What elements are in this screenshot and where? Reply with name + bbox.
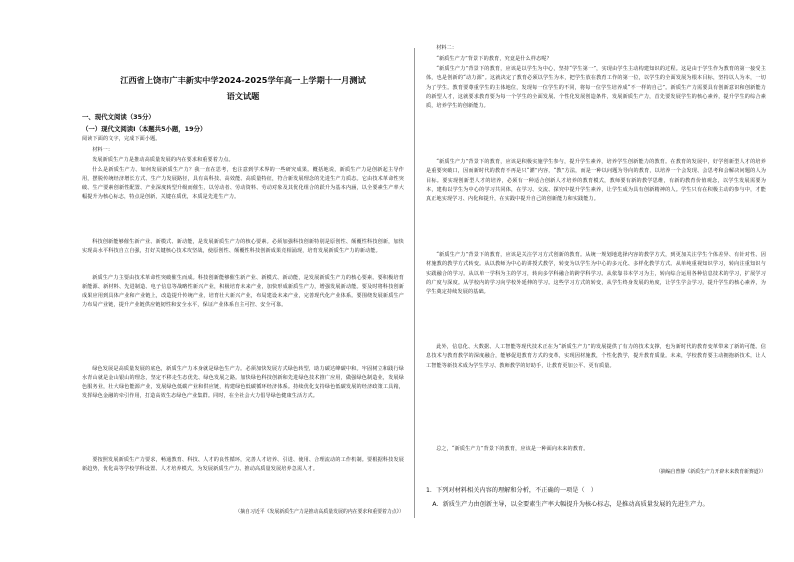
source-citation: （摘自习近平《发展新质生产力是推动高质量发展的内在要求和重要着力点》） [235, 509, 404, 515]
paragraph: 要按照发展新质生产力要求，畅通教育、科技、人才的良性循环，完善人才培养、引进、使用、合理流动的工作机制。要根据科技发展新趋势，优化高等学校学科设置、人才培养模式，为发展新质生产力、推动高质量发展培养急需人才。 [82, 457, 404, 473]
subsection-heading: （一）现代文阅读Ⅰ（本题共5小题，19分） [82, 125, 207, 133]
exam-subtitle: 语文试题 [226, 91, 260, 101]
paragraph: 科技创新能够催生新产业、新模式、新动能，是发展新质生产力的核心要素。必须加强科技创新特别是原创性、颠覆性科技创新，加快实现高水平科技自立自强，打好关键核心技术攻坚战，使原创性、颠覆性科技创新成果竞相涌现，培育发展新质生产力的新动能。 [82, 239, 404, 255]
paragraph: 绿色发展是高质量发展的底色，新质生产力本身就是绿色生产力。必须加快发展方式绿色转型，助力碳达峰碳中和。牢固树立和践行绿水青山就是金山银山的理念，坚定不移走生态优先、绿色发展之路。加快绿色科技创新和先进绿色技术推广应用，做强绿色制造业，发展绿色服务业，壮大绿色能源产业，发展绿色低碳产业和供应链，构建绿色低碳循环经济体系。持续优化支持绿色低碳发展的经济政策工具箱，发挥绿色金融的牵引作用，打造高效生态绿色产业集群。同时，在全社会大力倡导绿色健康生活方式。 [82, 366, 404, 400]
exam-title: 江西省上饶市广丰新实中学2024-2025学年高一上学期十一月测试 [120, 75, 366, 85]
paragraph: “新质生产力”背景下的教育，究竟是什么样态呢？ [436, 56, 552, 62]
section-heading: 一、现代文阅读（35分） [82, 113, 155, 121]
column-divider [414, 48, 415, 518]
paragraph: “新质生产力”背景下的教育，应该是关注学习方式创新的教育。从统一规划地选择内容的教学方式，到更加关注学生个体差异、有针对性、因材施教的教学方式转变。从以教师为中心的讲授式教学，转变为以学生为中心的多元化、多样化教学方式。从单纯重视知识学习，转向注重知识与实践融合的学习。从以单一学科为主的学习，转向多学科融合的跨学科学习。从依靠书本学习为主，转向综合运用各种信息技术的学习，扩展学习的广度与深度。从学校内的学习向学校外延伸的学习。这些学习方式的转变，从学生终身发展的角度，让学生学会学习，提升学生的核心素养，为学生奠定持续发展的基础。 [426, 252, 766, 296]
instruction: 阅读下面的文字，完成下面小题。 [82, 136, 161, 142]
paragraph: “新质生产力”背景下的教育，应该是以学生为中心，坚持“学生第一”，实现由学生主动构建知识的过程。这是由于学生作为教育的第一接受主体，也是创新的“动力源”。这就决定了教育必须以学生为本，把学生放在教育工作的第一位，以学生的全面发展为根本目标，坚持以人为本，一切为了学生。教育要尊重学生的主体地位，发现每一位学生的不同，将每一位学生培养成“不一样的自己”。新质生产力需要具有创新意识和创新能力的新型人才，这就要求教育要为每一个学生的全面发展、个性化发展创造条件，发展新质生产力，首先要发展学生的核心素养，提升学生的综合素质，培养学生的创新能力。 [426, 66, 766, 110]
paragraph: “新质生产力”背景下的教育，应该是积极实施学生参与，提升学生素养，培养学生创新能力的教育。在教育的发展中，好学创新型人才的培养是重要突破口，因而新时代的教育不再是只“灌”内容，“教”方法，而是一种以问题为导向的教育，以培养一个会发现、会思考和会解决问题的人为目标。要实现创新型人才的培养，必须有一种适合创新人才培养的教育模式，教师要有新的教学思维，有新的教育价值观念，以学生发展需要为本，建构以学生为中心的学习共同体，在学习、交流、探究中提升学生素养，让学生成为具有创新精神的人。学生只有在积极主动的参与中，才能真正地实现学习、内化和提升，在实践中提升自己的创新能力和实践能力。 [426, 159, 766, 203]
question-stem: 1．下列对材料相关内容的理解和分析，不正确的一项是（ ） [426, 487, 597, 494]
material-label: 材料二： [436, 45, 458, 51]
paragraph: 总之，“新质生产力”背景下的教育，应该是一种面向未来的教育。 [436, 446, 589, 452]
paragraph: 此外，信息化、大数据、人工智能等现代技术正在为“新质生产力”的发展提供了有力的技术支撑，也为新时代的教育变革带来了新的可能。信息技术与教育教学的深度融合，能够促进教育方式的变革，实现因材施教，个性化教学，提升教育质量。未来，学校教育要主动拥抱新技术，让人工智能等新技术成为学生学习、教师教学的好助手，让教育更加公平、更有质量。 [426, 344, 766, 369]
left-column [82, 0, 404, 562]
material-label: 材料一： [92, 147, 114, 153]
paragraph: 发展新质生产力是推动高质量发展的内在要求和重要着力点。 [92, 157, 234, 163]
answer-option-a[interactable]: A．新质生产力由创新主导，以全要素生产率大幅提升为核心标志，是推动高质量发展的先进生产力。 [432, 501, 709, 508]
source-citation: （摘编自曾静《新质生产力开辟未来教育新赛道》） [655, 469, 766, 475]
paragraph: 什么是新质生产力、如何发展新质生产力？我一直在思考，也注意到学术界的一些研究成果。概括地说，新质生产力是创新起主导作用，摆脱传统经济增长方式、生产力发展路径，具有高科技、高效能、高质量特征，符合新发展理念的先进生产力质态。它由技术革命性突破、生产要素创新性配置、产业深度转型升级而催生，以劳动者、劳动资料、劳动对象及其优化组合的跃升为基本内涵，以全要素生产率大幅提升为核心标志，特点是创新，关键在质优，本质是先进生产力。 [82, 167, 404, 201]
paragraph: 新质生产力主要由技术革命性突破催生而成。科技创新能够催生新产业、新模式、新动能，是发展新质生产力的核心要素。要积极培育新能源、新材料、先进制造、电子信息等战略性新兴产业，积极培育未来产业，加快形成新质生产力，增强发展新动能。要及时将科技创新成果应用到具体产业和产业链上，改造提升传统产业，培育壮大新兴产业，布局建设未来产业，完善现代化产业体系。要围绕发展新质生产力布局产业链，提升产业链供应链韧性和安全水平，保证产业体系自主可控、安全可靠。 [82, 275, 404, 309]
right-column [426, 0, 766, 562]
